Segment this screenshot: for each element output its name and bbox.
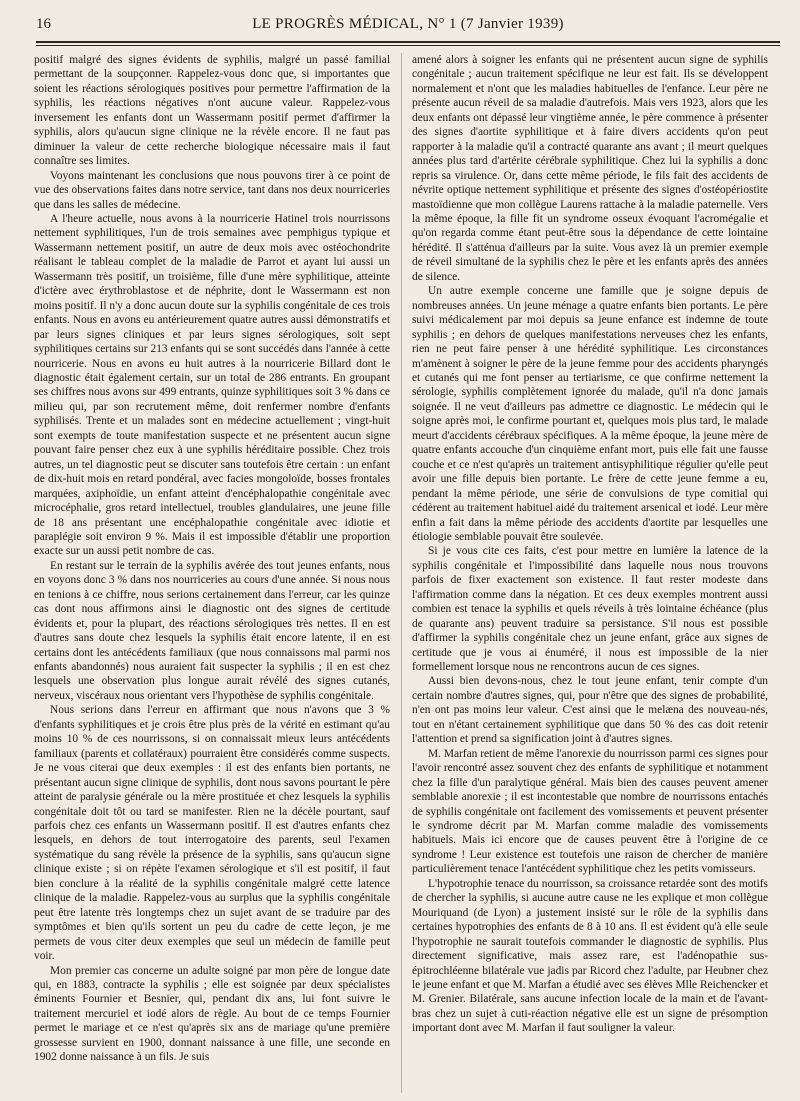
paragraph: Un autre exemple concerne une famille que je soigne depuis de nombreuses années. Un jeune ménage a quatre enfants bien portants. Le père suivi médicalement par moi depuis sa jeune enfance est indemne de toute syphilis ; en dehors de quelques manifestations nerveuses chez les enfants, rien ne peut faire penser à une hérédité syphilitique. Les circonstances m'amènent à soigner le père de la jeune femme pour des accidents pharyngés et cutanés qui me font penser au tertiarisme, ce que confirme nettement la sérologie, syphilis complètement ignorée du malade, qu'il n'a donc jamais soignée. Il ne veut d'ailleurs pas admettre ce diagnostic. Le médecin qui le soigne après moi, le confirme pourtant et, quelques mois plus tard, le malade meurt d'accidents cérébraux spécifiques. A la même époque, la jeune mère de quatre enfants accouche d'un cinquième enfant mort, puis elle fait une fausse couche et ce n'est qu'après un traitement antisyphilitique régulier qu'elle peut avoir une fille depuis bien portante. Le frère de cette jeune femme a eu, pendant la même période, une série de convulsions de type comitial qui cédèrent au traitement habituel aidé du traitement arsenical et iodé. Leur mère enfin a fait dans la même période des accidents d'aortite par lesquelles une étiologie semblable pouvait être soulevée. (412, 285, 768, 543)
running-head: LE PROGRÈS MÉDICAL, N° 1 (7 Janvier 1939) (252, 16, 564, 32)
paragraph: En restant sur le terrain de la syphilis avérée des tout jeunes enfants, nous en voyons donc 3 % dans nos nourriceries au cours d'une année. Si nous nous en tenions à ce chiffre, nous serions certainement dans l'erreur, car les quinze cas dont nous affirmons ainsi le diagnostic ont des signes de certitude évidents et, pour la plupart, des réactions sérologiques très nettes. Il en est d'autres sans doute chez lesquels la syphilis était encore latente, il en est certains dont les antécédents familiaux (que nous connaissons mal parmi nos enfants abandonnés) nous auraient fait suspecter la syphilis ; il en est chez lesquels une observation plus longue aurait révélé des signes cutanés, nerveux, viscéraux nous orientant vers l'hypothèse de syphilis congénitale. (34, 559, 390, 702)
paragraph: A l'heure actuelle, nous avons à la nourricerie Hatinel trois nourrissons nettement syphilitiques, l'un de trois semaines avec pemphigus typique et Wassermann nettement positif, un autre de deux mois avec ostéochondrite réalisant le tableau complet de la maladie de Parrot et ayant lui aussi un Wassermann très positif, un troisième, fille d'une mère syphilitique, atteinte d'ictère avec érythroblastose et de néphrite, dont le Wassermann est non moins positif. Il n'y a donc aucun doute sur la syphilis congénitale de ces trois enfants. Nous en avons eu antérieurement quatre autres aussi démonstratifs et par leurs signes cliniques et par leurs signes sérologiques, soit sept syphilitiques certains sur 213 enfants qui se sont succédés dans l'année à cette nourricerie. Nous en avons eu huit autres à la nourricerie Billard dont le diagnostic était également certain, sur un total de 286 entrants. En groupant ses chiffres nous avons sur 499 entrants, quinze syphilitiques soit 3 % dans ce milieu qui, par son recrutement même, doit renfermer nombre d'enfants syphilisés. Trente et un malades sont en médecine actuellement ; vingt-huit sont exempts de toute manifestation suspecte et ne présentent aucun signe pouvant faire penser chez eux à une syphilis héréditaire possible. Chez trois autres, un tel diagnostic peut se discuter sans toutefois être certain : un enfant de dix-huit mois en retard pondéral, avec facies mongoloïde, bosses frontales marquées, axiphoïdie, un enfant atteint d'encéphalopathie congénitale avec microcéphalie, gros retard intellectuel, troubles glandulaires, une jeune fille de 18 ans présentant une encéphalopathie congénitale avec idiotie et paraplégie soit environ 9 %. Mais il est impossible d'établir une proportion exacte sur un aussi petit nombre de cas. (34, 212, 390, 558)
left-column (34, 53, 390, 1093)
paragraph: M. Marfan retient de même l'anorexie du nourrisson parmi ces signes pour l'avoir rencontré assez souvent chez des enfants de syphilitique et notamment chez la fille d'un paralytique général. Mais bien des causes peuvent amener semblable anorexie ; il est incontestable que nombre de nourrissons entachés de syphilis congénitale ont facilement des vomissements et peuvent présenter le syndrome décrit par M. Marfan comme maladie des vomissements habituels. Mais ici encore que de causes peuvent être à l'origine de ce syndrome ! Leur existence est toutefois une raison de chercher de manière particulièrement tenace l'antécédent syphilitique chez les petits vomisseurs. (412, 747, 768, 876)
paragraph: Aussi bien devons-nous, chez le tout jeune enfant, tenir compte d'un certain nombre d'autres signes, qui, pour n'être que des signes de probabilité, n'en ont pas moins leur valeur. C'est ainsi que le melæna des nouveau-nés, tout en n'étant certainement syphilitique que dans 50 % des cas doit retenir l'attention et prend sa signification joint à d'autres signes. (412, 675, 768, 746)
header-rule-thin (36, 45, 780, 46)
header-rule (36, 41, 780, 43)
paragraph: Si je vous cite ces faits, c'est pour mettre en lumière la latence de la syphilis congénitale et l'impossibilité dans laquelle nous nous trouvons parfois de fixer exactement son existence. Il faut rester modeste dans l'affirmation comme dans la négation. Et ces deux exemples montrent aussi combien est tenace la syphilis et quels réveils à très lointaine échéance (plus de quarante ans) peuvent traduire sa persistance. S'il nous est possible d'affirmer la syphilis congénitale chez un jeune enfant, grâce aux signes de certitude que je vous ai énuméré, il nous est impossible de la nier formellement lorsque nous ne rencontrons aucun de ces signes. (412, 545, 768, 674)
paragraph: amené alors à soigner les enfants qui ne présentent aucun signe de syphilis congénitale ; aucun traitement spécifique ne leur est fait. Ils se développent normalement et n'ont que les maladies habituelles de l'enfance. Leur père ne présente aucun réveil de sa maladie d'autrefois. Mais vers 1923, alors que les deux enfants ont dépassé leur vingtième année, le père commence à présenter des signes d'aortite syphilitique et à faire divers accidents qu'on peut rapporter à la maladie qu'il a contracté quarante ans avant ; il meurt quelques années plus tard d'artérite cérébrale syphilitique. Chez lui la syphilis a donc repris sa virulence. Or, dans cette même période, le fils fait des accidents de névrite optique nettement syphilitique et présente des signes d'ostéopériostite mastoïdienne que mon collègue Laurens rattache à la maladie paternelle. Vers la même époque, la fille fit un syndrome osseux évoquant l'acromégalie et qu'on regarda comme étant peut-être sous la dépendance de cette lointaine hérédité. Il s'atténua d'ailleurs par la suite. Vous avez là un premier exemple de réveil simultané de la syphilis chez le père et les enfants après des années de silence. (412, 54, 768, 283)
right-column (412, 53, 768, 1093)
page-number: 16 (36, 16, 51, 32)
paragraph: positif malgré des signes évidents de syphilis, malgré un passé familial permettant de la soupçonner. Rappelez-vous donc que, si importantes que soient les réactions sérologiques positives pour permettre l'affirmation de la syphilis, les réactions négatives n'ont aucune valeur. Rappelez-vous inversement les enfants dont un Wassermann positif permet d'affirmer la syphilis, alors qu'aucun signe clinique ne la révèle encore. Il ne faut pas diminuer la valeur de cette recherche biologique nécessaire mais il faut connaître ses limites. (34, 54, 390, 168)
paragraph: Nous serions dans l'erreur en affirmant que nous n'avons que 3 % d'enfants syphilitiques et je crois être plus près de la vérité en estimant qu'au moins 10 % de ces nourrissons, si on connaissait mieux leurs antécédents familiaux (parents et collatéraux) pourraient être considérés comme suspects. Je ne vous citerai que deux exemples : il est des enfants bien portants, ne présentant aucun signe clinique de syphilis, dont nous savons pourtant le père atteint de paralysie générale ou la mère prostituée et chez lesquels la syphilis congénitale doit tôt ou tard se manifester. Rien ne la décèle pourtant, sauf parfois chez ces enfants un Wassermann positif. Il est d'autres enfants chez lesquels, en dehors de tout interrogatoire des parents, seul l'examen systématique du sang révèle la présence de la syphilis, sans qu'aucun signe clinique existe ; si on répète l'examen sérologique et s'il est positif, il faut bien conclure à la réalité de la syphilis congénitale malgré cette latence clinique de la maladie. Rappelez-vous au surplus que la syphilis congénitale peut être latente très longtemps chez un sujet avant de se traduire par des symptômes et bien qu'ils sortent un peu du cadre de cette leçon, je me permets de vous citer deux exemples que seul un médecin de famille peut voir. (34, 704, 390, 963)
paragraph: L'hypotrophie tenace du nourrisson, sa croissance retardée sont des motifs de chercher la syphilis, si aucune autre cause ne les explique et mon collègue Mouriquand (de Lyon) a justement insisté sur le rôle de la syphilis dans certaines hypotrophies des enfants de 8 à 10 ans. Il est évident qu'à elle seule l'hypotrophie ne saurait toutefois commander le diagnostic de syphilis. Plus directement significative, mais assez rare, est l'adénopathie sus-épitrochléenne bilatérale vue jadis par Ricord chez l'adulte, par Heubner chez le jeune enfant et que M. Marfan a étudié avec ses élèves Mlle Reichencker et M. Grenier. Bilatérale, sans aucune infection locale de la main et de l'avant-bras chez un sujet à cuti-réaction négative elle est un signe de présomption important dont avec M. Marfan il faut souligner la valeur. (412, 877, 768, 1035)
column-separator (401, 53, 402, 1093)
paragraph: Mon premier cas concerne un adulte soigné par mon père de longue date qui, en 1883, contracte la syphilis ; elle est soignée par deux spécialistes éminents Fournier et Besnier, qui, pendant dix ans, lui font suivre le traitement mercuriel et iodé alors de règle. Au bout de ce temps Fournier permet le mariage et ce n'est qu'après six ans de mariage qu'une première grossesse survient en 1900, donnant naissance à une fille, une seconde en 1902 donne naissance à un fils. Je suis (34, 964, 390, 1064)
page-header (36, 14, 780, 38)
paragraph: Voyons maintenant les conclusions que nous pouvons tirer à ce point de vue des observations faites dans notre service, tant dans nos deux nourriceries que dans les salles de médecine. (34, 169, 390, 211)
